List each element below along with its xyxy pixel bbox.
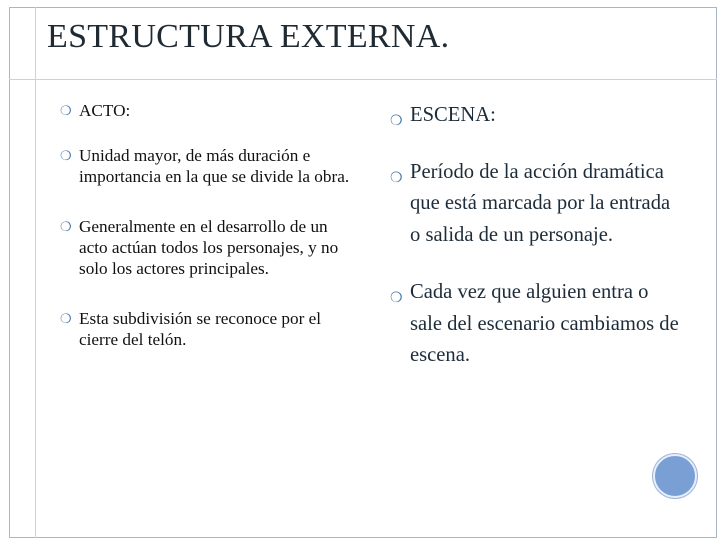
list-item-acto-definition xyxy=(60,145,360,187)
horizontal-divider xyxy=(9,79,717,80)
bullet-icon: ❍ xyxy=(60,103,72,118)
bullet-icon: ❍ xyxy=(60,148,72,163)
right-column xyxy=(390,100,680,372)
list-item-acto-heading xyxy=(60,100,360,121)
item-text: ACTO: xyxy=(79,101,131,120)
bullet-icon: ❍ xyxy=(390,170,403,186)
bullet-icon: ❍ xyxy=(60,311,72,326)
list-item-escena-heading xyxy=(390,100,680,132)
item-text: Cada vez que alguien entra o sale del escenario cambiamos de escena. xyxy=(410,281,679,366)
item-text: Unidad mayor, de más duración e importancia en la que se divide la obra. xyxy=(79,146,350,186)
item-text: ESCENA: xyxy=(410,104,496,126)
list-item-escena-definition xyxy=(390,157,680,252)
vertical-divider xyxy=(35,7,36,538)
list-item-acto-characters xyxy=(60,216,360,279)
decorative-circle-icon xyxy=(653,454,697,498)
bullet-icon: ❍ xyxy=(60,219,72,234)
left-column xyxy=(60,100,360,350)
item-text: Período de la acción dramática que está marcada por la entrada o salida de un personaje. xyxy=(410,160,671,246)
bullet-icon: ❍ xyxy=(390,114,403,129)
item-text: Esta subdivisión se reconoce por el cierre del telón. xyxy=(79,309,321,349)
slide-title: ESTRUCTURA EXTERNA. xyxy=(47,18,450,55)
list-item-escena-change xyxy=(390,277,680,372)
bullet-icon: ❍ xyxy=(390,291,403,306)
item-text: Generalmente en el desarrollo de un acto actúan todos los personajes, y no solo los actores principales. xyxy=(79,217,339,278)
list-item-acto-curtain xyxy=(60,308,360,350)
